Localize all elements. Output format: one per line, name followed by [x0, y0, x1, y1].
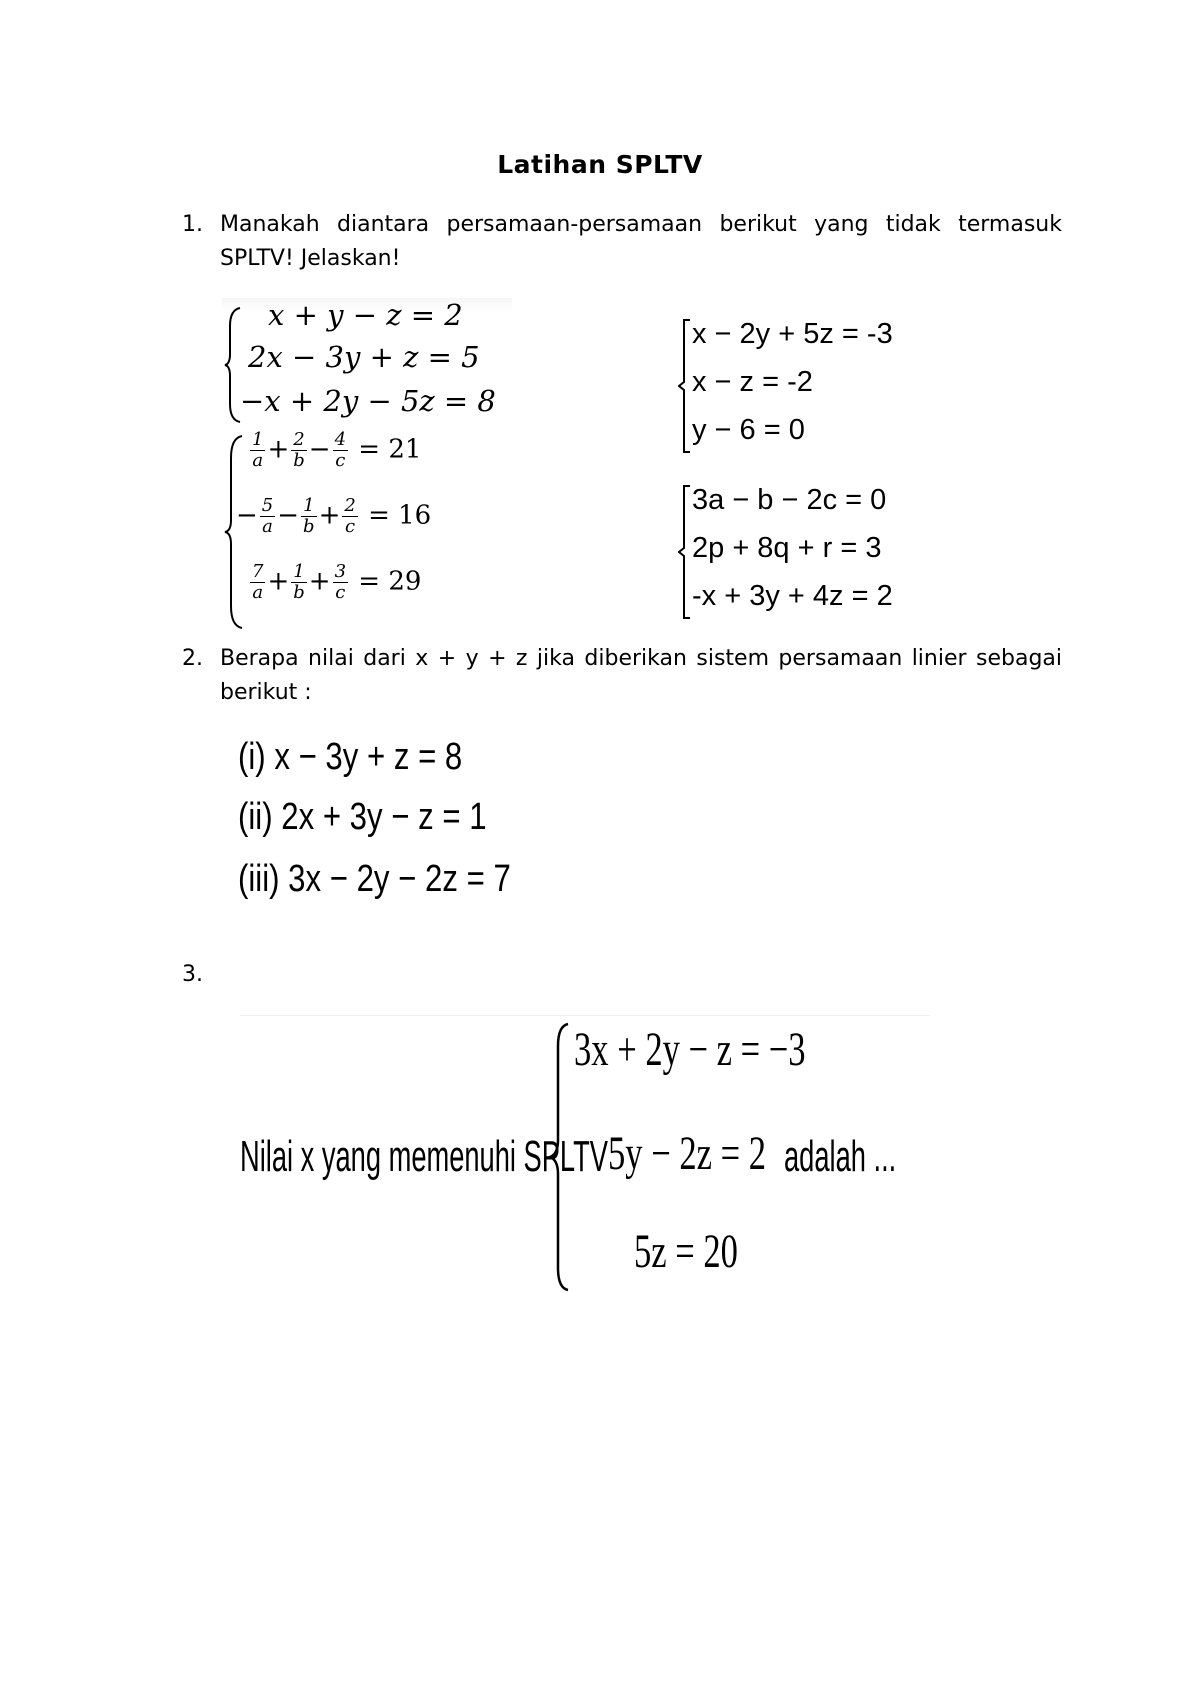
- equation-line: x − z = -2: [692, 366, 813, 398]
- q3-prefix-text: Nilai x yang memenuhi SPLTV: [240, 1132, 608, 1181]
- equation-line: x − 2y + 5z = -3: [692, 318, 893, 350]
- fraction-equation-row: $\frac{1}{a}$ + $\frac{2}{b}$ − $\frac{4}{c}$ = 21: [252, 429, 422, 471]
- equation-line: 3a − b − 2c = 0: [692, 484, 887, 516]
- equation-line: −x + 2y − 5z = 8: [240, 384, 496, 418]
- question-number: 3.: [182, 962, 203, 987]
- equation-line: x + y − z = 2: [268, 298, 463, 332]
- fraction: $\frac{2}{b}$: [293, 429, 305, 471]
- equation-system-b: [222, 430, 522, 630]
- equation-line: 2p + 8q + r = 3: [692, 532, 882, 564]
- q3-equation-1: 3x + 2y − z = −3: [574, 1023, 806, 1076]
- q3-equation-3: 5z = 20: [634, 1225, 738, 1278]
- left-brace-icon: [678, 318, 692, 454]
- question-number: 2.: [182, 646, 203, 671]
- left-brace-icon: [548, 1022, 570, 1292]
- divider: [240, 1015, 930, 1016]
- fraction-equation-row: $\frac{7}{a}$ + $\frac{1}{b}$ + $\frac{3}{c}$ = 29: [252, 561, 422, 603]
- fraction: $\frac{7}{a}$: [252, 561, 264, 603]
- question-2: [182, 642, 1062, 710]
- fraction: $\frac{1}{a}$: [252, 429, 264, 471]
- equation-system-a: [222, 298, 512, 428]
- left-brace-icon: [678, 484, 692, 620]
- fraction-equation-row: − $\frac{5}{a}$ − $\frac{1}{b}$ + $\frac{2}{c}$ = 16: [236, 495, 432, 537]
- leading-sign: −: [236, 500, 258, 531]
- fraction: $\frac{5}{a}$: [261, 495, 274, 537]
- equation-line: 2x − 3y + z = 5: [248, 340, 480, 374]
- question-1: [182, 208, 1062, 276]
- q3-suffix-text: adalah ...: [784, 1132, 897, 1181]
- question-number: 1.: [182, 212, 203, 237]
- fraction: $\frac{1}{b}$: [303, 495, 315, 537]
- question-text: Berapa nilai dari x + y + z jika diberikan sistem persamaan linier sebagai berikut :: [220, 646, 1062, 705]
- equation-system-c: [678, 318, 938, 458]
- equation-iii: (iii) 3x − 2y − 2z = 7: [238, 858, 511, 900]
- page-title: Latihan SPLTV: [497, 150, 703, 179]
- equation-line: y − 6 = 0: [692, 414, 805, 446]
- equation-ii: (ii) 2x + 3y − z = 1: [238, 796, 487, 838]
- equation-system-d: [678, 484, 938, 624]
- q3-equation-2: 5y − 2z = 2: [608, 1127, 767, 1180]
- fraction: $\frac{2}{c}$: [344, 495, 356, 537]
- equation-i: (i) x − 3y + z = 8: [238, 736, 463, 778]
- question-text: Manakah diantara persamaan-persamaan berikut yang tidak termasuk SPLTV! Jelaskan!: [220, 212, 1062, 271]
- fraction: $\frac{3}{c}$: [334, 561, 347, 603]
- fraction: $\frac{4}{c}$: [334, 429, 347, 471]
- fraction: $\frac{1}{b}$: [293, 561, 305, 603]
- equation-line: -x + 3y + 4z = 2: [692, 580, 893, 612]
